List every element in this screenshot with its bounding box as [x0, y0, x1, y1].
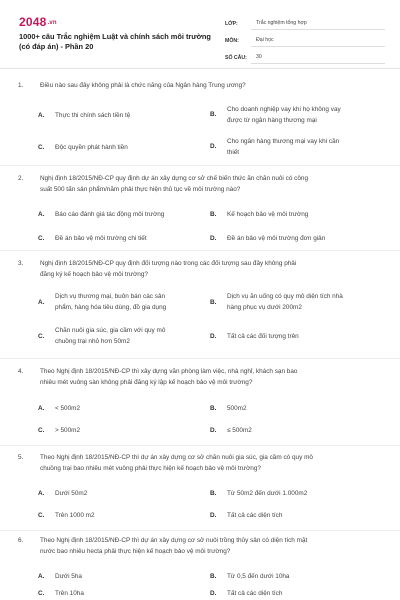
option-text: Tất cả các đối tượng trên	[227, 333, 299, 340]
option-text: > 500m2	[55, 427, 81, 434]
question-line: nhiêu mét vuông sàn không phải đăng ký lập kế hoạch bảo vệ môi trường?	[40, 378, 253, 386]
option-text: Đề án bảo vệ môi trường chi tiết	[55, 235, 147, 242]
option-letter: D.	[210, 427, 217, 434]
option-letter: B.	[210, 405, 217, 412]
question-6	[18, 536, 384, 597]
question-number: 5.	[18, 454, 24, 461]
question-number: 1.	[18, 82, 24, 89]
question-number: 3.	[18, 260, 24, 267]
document-header	[0, 0, 400, 68]
question-divider	[0, 445, 400, 446]
option-text: Dịch vụ ăn uống có quy mô diện tích nhà	[227, 293, 343, 300]
option-letter: B.	[210, 211, 217, 218]
option-letter: D.	[210, 590, 217, 597]
option-letter: C.	[38, 144, 45, 151]
option-text: hàng phục vụ dưới 200m2	[227, 304, 302, 311]
option-letter: A.	[38, 490, 45, 497]
option-letter: B.	[210, 299, 217, 306]
question-divider	[0, 530, 400, 531]
question-line: đăng ký kế hoạch bảo vệ môi trường?	[40, 270, 148, 278]
logo-suffix: .vn	[47, 19, 57, 26]
question-line: Nghị định 18/2015/NĐ-CP quy định dự án xây dựng cơ sở chế biến thức ăn chăn nuôi có công	[40, 175, 309, 182]
question-text	[18, 536, 384, 557]
question-line: Theo Nghị định 18/2015/NĐ-CP thì xây dựng văn phòng làm việc, nhà nghỉ, khách sạn bao	[40, 368, 298, 375]
document-title: 1000+ câu Trắc nghiệm Luật và chính sách môi trường (có đáp án) - Phần 20	[19, 32, 211, 51]
meta-label: SỐ CÂU:	[225, 55, 247, 61]
option-letter: A.	[38, 405, 45, 412]
question-2	[18, 174, 384, 242]
meta-row-class	[225, 13, 385, 30]
question-3	[18, 259, 384, 345]
site-logo[interactable]	[19, 15, 57, 29]
meta-row-subject	[225, 30, 385, 47]
option-letter: D.	[210, 143, 217, 150]
option-text: được từ ngân hàng thương mại	[227, 117, 317, 124]
question-1	[18, 81, 384, 156]
option-letter: A.	[38, 211, 45, 218]
option-letter: B.	[210, 490, 217, 497]
option-text: Dưới 50m2	[55, 490, 88, 497]
option-letter: C.	[38, 590, 45, 597]
question-line: Điều nào sau đây không phải là chức năng của Ngân hàng Trung ương?	[40, 82, 246, 89]
question-line: nước bao nhiêu hecta phải thực hiện kế hoạch bảo vệ môi trường?	[40, 547, 231, 555]
question-number: 4.	[18, 368, 24, 375]
question-number: 6.	[18, 537, 24, 544]
option-text: Trên 10ha	[55, 590, 84, 597]
option-text: Báo cáo đánh giá tác động môi trường	[55, 211, 165, 218]
option-text: Thực thi chính sách tiền tệ	[55, 112, 131, 119]
option-letter: D.	[210, 333, 217, 340]
option-text: phẩm, hàng hóa tiêu dùng, đồ gia dụng	[55, 304, 167, 311]
meta-value: Trắc nghiệm tổng hợp	[251, 20, 385, 30]
question-divider	[0, 165, 400, 166]
option-text: Từ 50m2 đến dưới 1.000m2	[227, 490, 308, 497]
option-text: Chăn nuôi gia súc, gia cầm với quy mô	[55, 327, 166, 334]
meta-value: Đại học	[251, 37, 385, 47]
meta-label: MÔN:	[225, 38, 239, 44]
option-letter: C.	[38, 235, 45, 242]
question-line: chuồng trại bao nhiêu mét vuông phải thực hiện kế hoạch bảo vệ môi trường?	[40, 464, 261, 472]
option-letter: A.	[38, 573, 45, 580]
meta-value: 30	[251, 54, 385, 64]
question-number: 2.	[18, 175, 24, 182]
question-text	[18, 367, 384, 388]
option-text: < 500m2	[55, 405, 81, 412]
option-letter: B.	[210, 573, 217, 580]
question-line: Theo Nghị định 18/2015/NĐ-CP thì dự án xây dựng cơ sở chăn nuôi gia súc, gia cầm có quy mô	[40, 454, 313, 461]
option-text: ≤ 500m2	[227, 427, 252, 434]
option-letter: B.	[210, 111, 217, 118]
option-letter: C.	[38, 333, 45, 340]
option-text: Cho doanh nghiệp vay khi họ không vay	[227, 106, 341, 113]
option-text: chuồng trại nhỏ hơn 50m2	[55, 338, 130, 345]
option-text: Trên 1000 m2	[55, 512, 95, 519]
option-text: Kế hoạch bảo vệ môi trường	[227, 211, 309, 218]
document-meta	[225, 13, 385, 64]
option-text: Từ 0,5 đến dưới 10ha	[227, 573, 290, 580]
option-text: 500m2	[227, 405, 247, 412]
meta-label: LỚP:	[225, 21, 238, 27]
option-letter: D.	[210, 512, 217, 519]
option-letter: D.	[210, 235, 217, 242]
question-text	[18, 81, 384, 92]
question-text	[18, 259, 384, 280]
question-text	[18, 174, 384, 195]
option-text: Đề án bảo vệ môi trường đơn giản	[227, 235, 326, 242]
question-line: suất 500 tấn sản phẩm/năm phải thực hiện thủ tục về môi trường nào?	[40, 185, 241, 193]
option-text: Dịch vụ thương mại, buôn bán các sản	[55, 293, 166, 300]
option-text: Tất cả các diện tích	[227, 512, 283, 519]
option-text: thiết	[227, 149, 240, 156]
option-text: Dưới 5ha	[55, 573, 82, 580]
option-letter: A.	[38, 112, 45, 119]
question-divider	[0, 250, 400, 251]
question-text	[18, 453, 384, 474]
option-text: Cho ngân hàng thương mại vay khi cần	[227, 138, 340, 145]
header-divider	[0, 68, 400, 69]
logo-text: 2048	[19, 15, 47, 29]
question-5	[18, 453, 384, 519]
option-text: Độc quyền phát hành tiền	[55, 144, 128, 151]
option-letter: C.	[38, 427, 45, 434]
question-line: Theo Nghị định 18/2015/NĐ-CP thì dự án xây dựng cơ sở nuôi trồng thủy sản có diện tích mặt	[40, 537, 308, 544]
question-divider	[0, 358, 400, 359]
option-letter: A.	[38, 299, 45, 306]
option-text: Tất cả các diện tích	[227, 590, 283, 597]
question-line: Nghị định 18/2015/NĐ-CP quy định đối tượng nào trong các đối tượng sau đây không phải	[40, 260, 297, 267]
option-letter: C.	[38, 512, 45, 519]
question-4	[18, 367, 384, 434]
meta-row-count	[225, 47, 385, 64]
